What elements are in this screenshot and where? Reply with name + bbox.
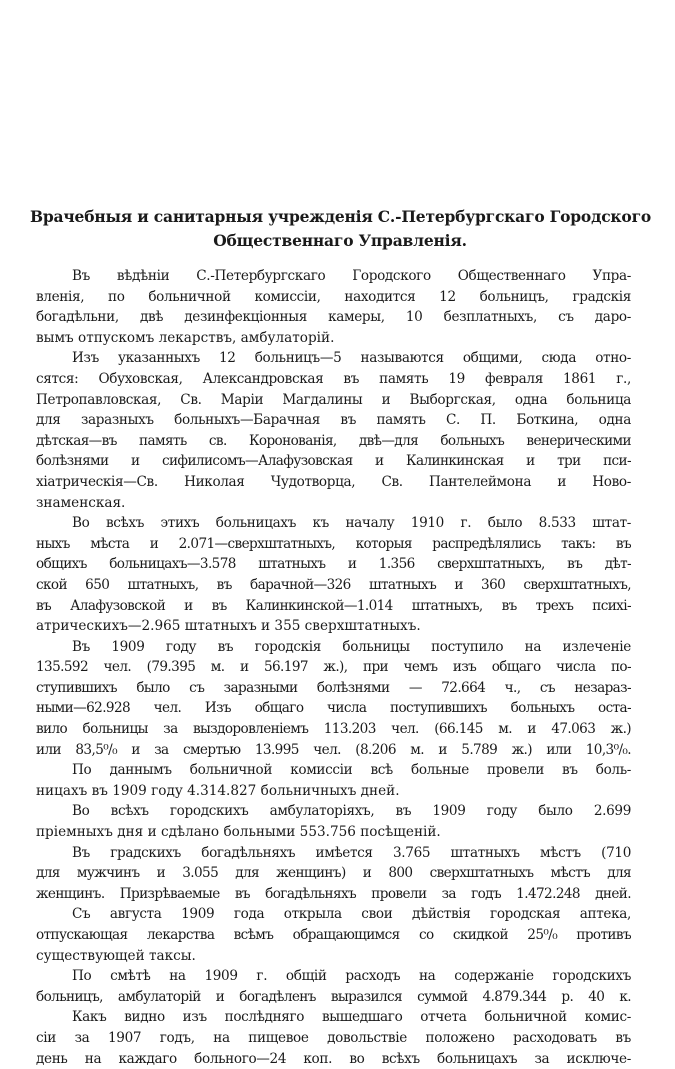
- text-line: 135.592 чел. (79.395 м. и 56.197 ж.), при чемъ изъ общаго числа по-: [36, 659, 631, 676]
- paragraph: [36, 1007, 631, 1069]
- text-line: ными—62.928 чел. Изъ общаго числа поступившихъ больныхъ оста-: [36, 700, 631, 717]
- text-line: или 83,5⁰/₀ и за смертью 13.995 чел. (8.206 м. и 5.789 ж.) или 10,3⁰/₀.: [36, 741, 631, 758]
- paragraph: [36, 348, 631, 513]
- text-line: болѣзнями и сифилисомъ—Алафузовская и Калинкинская и три пси-: [36, 453, 631, 470]
- text-line: сіи за 1907 годъ, на пищевое довольствіе положено расходовать въ: [36, 1029, 631, 1046]
- text-line: пріемныхъ дня и сдѣлано больными 553.756 посѣщеній.: [36, 824, 441, 841]
- text-line: хіатрическія—Св. Николая Чудотворца, Св. Пантелеймона и Ново-: [36, 473, 631, 490]
- text-line: ступившихъ было съ заразными болѣзнями — 72.664 ч., съ незараз-: [36, 679, 631, 696]
- text-line: въ Алафузовской и въ Калинкинской—1.014 штатныхъ, въ трехъ психі-: [36, 597, 631, 614]
- text-line: Во всѣхъ городскихъ амбулаторіяхъ, въ 1909 году было 2.699: [72, 803, 631, 820]
- body-text: [36, 266, 631, 1069]
- paragraph: [36, 904, 631, 966]
- text-line: Изъ указанныхъ 12 больницъ—5 называются общими, сюда отно-: [72, 350, 631, 367]
- paragraph: [36, 266, 631, 348]
- text-line: ницахъ въ 1909 году 4.314.827 больничныхъ дней.: [36, 782, 400, 799]
- title-line-2: Общественнаго Управленія.: [213, 231, 467, 250]
- text-line: больницъ, амбулаторій и богадѣленъ выразился суммой 4.879.344 р. 40 к.: [36, 988, 631, 1005]
- paragraph: [36, 760, 631, 801]
- text-line: ской 650 штатныхъ, въ барачной—326 штатныхъ и 360 сверхштатныхъ,: [36, 576, 631, 593]
- text-line: дѣтская—въ память св. Коронованія, двѣ—для больныхъ венерическими: [36, 432, 631, 449]
- text-line: Петропавловская, Св. Маріи Магдалины и Выборгская, одна больница: [36, 391, 631, 408]
- paragraph: [36, 513, 631, 637]
- text-line: Въ вѣдѣніи С.-Петербургскаго Городского Общественнаго Упра-: [72, 268, 631, 284]
- paragraph: [36, 966, 631, 1007]
- paragraph: [36, 801, 631, 842]
- text-line: По смѣтѣ на 1909 г. общій расходъ на содержаніе городскихъ: [72, 968, 631, 985]
- text-line: вленія, по больничной комиссіи, находится 12 больницъ, градскія: [36, 288, 631, 305]
- text-line: Съ августа 1909 года открыла свои дѣйствія городская аптека,: [72, 906, 631, 923]
- page-title: [30, 205, 650, 253]
- text-line: сятся: Обуховская, Александровская въ память 19 февраля 1861 г.,: [36, 370, 631, 387]
- text-line: женщинъ. Призрѣваемые въ богадѣльняхъ провели за годъ 1.472.248 дней.: [36, 885, 631, 902]
- text-line: Въ 1909 году въ городскія больницы поступило на излеченіе: [72, 638, 631, 655]
- text-line: для мужчинъ и 3.055 для женщинъ) и 800 сверхштатныхъ мѣстъ для: [36, 865, 631, 882]
- text-line: вило больницы за выздоровленіемъ 113.203 чел. (66.145 м. и 47.063 ж.): [36, 721, 631, 738]
- text-line: для заразныхъ больныхъ—Барачная въ память С. П. Боткина, одна: [36, 412, 631, 429]
- text-line: день на каждаго больного—24 коп. во всѣхъ больницахъ за исключе-: [36, 1050, 631, 1067]
- text-line: Какъ видно изъ послѣдняго вышедшаго отчета больничной комис-: [72, 1009, 631, 1026]
- paragraph: [36, 843, 631, 905]
- text-line: знаменская.: [36, 494, 126, 511]
- text-line: ныхъ мѣста и 2.071—сверхштатныхъ, которыя распредѣлялись такъ: въ: [36, 535, 631, 552]
- text-line: отпускающая лекарства всѣмъ обращающимся со скидкой 25⁰/₀ противъ: [36, 927, 631, 943]
- paragraph: [36, 637, 631, 761]
- text-line: богадѣльни, двѣ дезинфекціонныя камеры, 10 безплатныхъ, съ даро-: [36, 309, 631, 326]
- text-line: Во всѣхъ этихъ больницахъ къ началу 1910 г. было 8.533 штат-: [72, 515, 631, 532]
- text-line: атрическихъ—2.965 штатныхъ и 355 сверхштатныхъ.: [36, 618, 421, 635]
- text-line: Въ градскихъ богадѣльняхъ имѣется 3.765 штатныхъ мѣстъ (710: [72, 844, 631, 861]
- text-line: По даннымъ больничной комиссіи всѣ больные провели въ боль-: [72, 762, 631, 779]
- title-line-1: Врачебныя и санитарныя учрежденія С.-Петербургскаго Городского: [30, 207, 652, 226]
- text-line: вымъ отпускомъ лекарствъ, амбулаторій.: [36, 329, 335, 346]
- text-line: существующей таксы.: [36, 947, 196, 964]
- text-line: общихъ больницахъ—3.578 штатныхъ и 1.356 сверхштатныхъ, въ дѣт-: [36, 556, 631, 573]
